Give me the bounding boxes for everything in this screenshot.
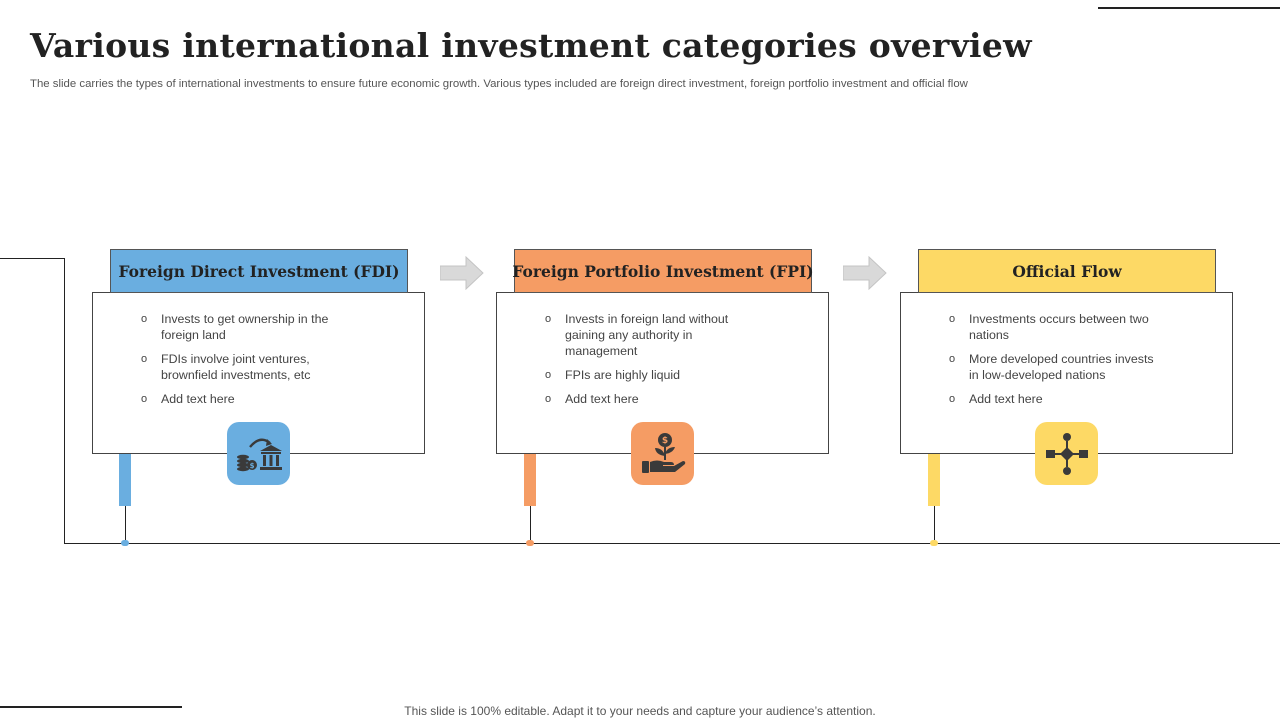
card-fdi-bullets	[141, 311, 351, 415]
list-item: o Invests to get ownership in the foreign land	[141, 311, 351, 343]
timeline-dot-fdi	[121, 540, 129, 546]
arrow-right-icon	[440, 256, 484, 290]
card-official-flow-bullets	[949, 311, 1159, 415]
list-item: o FPIs are highly liquid	[545, 367, 755, 383]
page-subtitle: The slide carries the types of international investments to ensure future economic growth. Various types included are foreign direct investment, foreign portfolio investment and official flow	[30, 78, 968, 90]
card-official-flow-stem	[928, 454, 940, 506]
bank-coins-icon	[236, 431, 282, 477]
card-fpi-stem	[524, 454, 536, 506]
list-item: o FDIs involve joint ventures, brownfield investments, etc	[141, 351, 351, 383]
timeline-dot-official-flow	[930, 540, 938, 546]
list-item: o Investments occurs between two nations	[949, 311, 1159, 343]
card-fdi-heading: Foreign Direct Investment (FDI)	[110, 249, 408, 293]
card-fdi-stem	[119, 454, 131, 506]
list-item: o Invests in foreign land without gaining any authority in management	[545, 311, 755, 359]
top-right-accent-line	[1098, 7, 1280, 9]
timeline-connector-2	[530, 505, 531, 543]
page-title: Various international investment categories overview	[30, 26, 1032, 65]
timeline-left-stub	[0, 258, 65, 259]
card-fpi-heading: Foreign Portfolio Investment (FPI)	[514, 249, 812, 293]
timeline-connector-3	[934, 505, 935, 543]
timeline-left-riser	[64, 258, 65, 544]
footer-note: This slide is 100% editable. Adapt it to your needs and capture your audience’s attention.	[404, 704, 876, 718]
svg-text:$: $	[249, 461, 254, 470]
card-official-flow-heading: Official Flow	[918, 249, 1216, 293]
timeline-connector-1	[125, 505, 126, 543]
timeline-baseline	[64, 543, 1280, 544]
card-fpi-icon-tile	[631, 422, 694, 485]
svg-text:$: $	[661, 435, 668, 446]
card-fpi-bullets	[545, 311, 755, 415]
hierarchy-icon	[1044, 431, 1090, 477]
card-fdi-icon-tile	[227, 422, 290, 485]
card-official-flow-icon-tile	[1035, 422, 1098, 485]
list-item: o Add text here	[949, 391, 1159, 407]
arrow-right-icon	[843, 256, 887, 290]
list-item: o More developed countries invests in low-developed nations	[949, 351, 1159, 383]
timeline-dot-fpi	[526, 540, 534, 546]
list-item: o Add text here	[545, 391, 755, 407]
list-item: o Add text here	[141, 391, 351, 407]
hand-money-plant-icon	[640, 431, 686, 477]
